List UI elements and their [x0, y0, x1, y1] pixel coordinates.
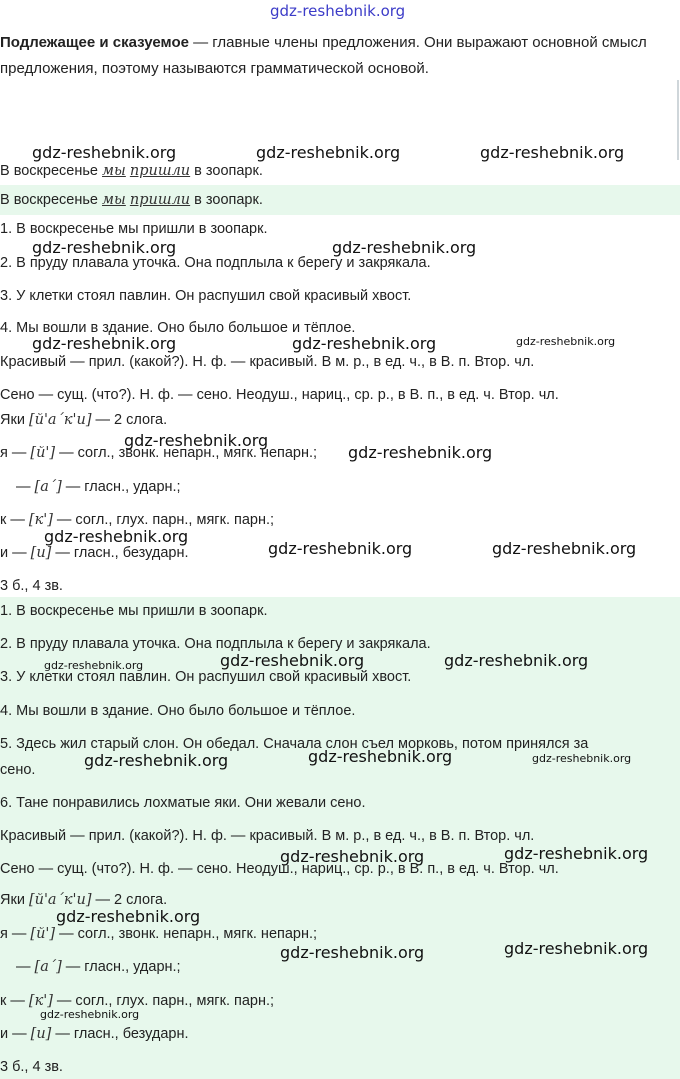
watermark: gdz-reshebnik.org — [256, 143, 401, 162]
watermark: gdz-reshebnik.org — [268, 539, 413, 558]
watermark: gdz-reshebnik.org — [308, 747, 453, 766]
phonetic-sound: [и] — [30, 1026, 52, 1042]
intro-bold-term: Подлежащее и сказуемое — [0, 34, 189, 51]
watermark: gdz-reshebnik.org — [292, 334, 437, 353]
watermark: gdz-reshebnik.org — [516, 335, 616, 348]
phonetic-sound: [к'] — [28, 993, 53, 1009]
phonetic-letter: к — — [0, 993, 25, 1009]
answer-sentence-2: 2. В пруду плавала уточка. Она подплыла к берегу и закрякала. — [0, 636, 431, 652]
phonetic-syllables: — 2 слога. — [95, 892, 168, 908]
example-subject: мы — [102, 192, 126, 208]
watermark: gdz-reshebnik.org — [480, 143, 625, 162]
watermark: gdz-reshebnik.org — [532, 752, 632, 765]
answer-sentence-3: 3. У клетки стоял павлин. Он распушил свой красивый хвост. — [0, 669, 412, 685]
answer-phonetic-row — [0, 926, 317, 942]
phonetic-transcription: [й'а´к'и] — [28, 892, 92, 908]
answer-sentence-6: 6. Тане понравились лохматые яки. Они жевали сено. — [0, 795, 366, 811]
phonetic-letter: — — [16, 479, 31, 495]
example-subject: мы — [102, 163, 126, 179]
phonetic-row — [0, 445, 317, 461]
phonetic-sound: [й'] — [30, 926, 56, 942]
watermark: gdz-reshebnik.org — [220, 651, 365, 670]
watermark: gdz-reshebnik.org — [332, 238, 477, 257]
watermark: gdz-reshebnik.org — [56, 907, 201, 926]
phonetic-letter: и — — [0, 545, 27, 561]
site-watermark-header[interactable]: gdz-reshebnik.org — [270, 2, 406, 20]
phonetic-row — [0, 512, 274, 528]
answer-sentence-1: 1. В воскресенье мы пришли в зоопарк. — [0, 603, 268, 619]
watermark: gdz-reshebnik.org — [32, 143, 177, 162]
answer-phonetic-row — [16, 959, 181, 975]
watermark: gdz-reshebnik.org — [444, 651, 589, 670]
phonetic-letter: к — — [0, 512, 25, 528]
phonetic-letter: я — — [0, 445, 27, 461]
phonetic-row — [0, 545, 189, 561]
phonetic-row — [16, 479, 181, 495]
watermark: gdz-reshebnik.org — [44, 659, 144, 672]
sentence-3: 3. У клетки стоял павлин. Он распушил свой красивый хвост. — [0, 288, 412, 304]
example-sentence — [0, 163, 263, 179]
answer-phonetic-row — [0, 1026, 189, 1042]
example-sentence-answer — [0, 192, 263, 208]
answer-phonetic-row — [0, 993, 274, 1009]
watermark: gdz-reshebnik.org — [492, 539, 637, 558]
watermark: gdz-reshebnik.org — [504, 939, 649, 958]
phonetic-desc: — гласн., безударн. — [55, 545, 189, 561]
phonetic-desc: — гласн., безударн. — [55, 1026, 189, 1042]
intro-text: — главные члены предложения. Они выражают основной смысл предложения, поэтому называются грамматической основой. — [0, 34, 647, 77]
example-text: В воскресенье — [0, 192, 102, 208]
phonetic-sound: [а´] — [34, 959, 62, 975]
phonetic-desc: — согл., звонк. непарн., мягк. непарн.; — [59, 926, 318, 942]
analysis-krasivyi: Красивый — прил. (какой?). Н. ф. — красивый. В м. р., в ед. ч., в В. п. Втор. чл. — [0, 354, 535, 370]
intro-paragraph — [0, 30, 672, 82]
answer-analysis-krasivyi: Красивый — прил. (какой?). Н. ф. — красивый. В м. р., в ед. ч., в В. п. Втор. чл. — [0, 828, 535, 844]
analysis-seno: Сено — сущ. (что?). Н. ф. — сено. Неодуш., нариц., ср. р., в В. п., в ед. ч. Втор. чл. — [0, 387, 559, 403]
watermark: gdz-reshebnik.org — [280, 943, 425, 962]
scrollbar[interactable] — [677, 80, 679, 160]
example-text: в зоопарк. — [190, 163, 263, 179]
watermark: gdz-reshebnik.org — [504, 844, 649, 863]
sentence-1: 1. В воскресенье мы пришли в зоопарк. — [0, 221, 268, 237]
phonetic-desc: — согл., глух. парн., мягк. парн.; — [56, 993, 275, 1009]
phonetic-sound: [и] — [30, 545, 52, 561]
phonetic-heading — [0, 412, 167, 428]
phonetic-desc: — согл., звонк. непарн., мягк. непарн.; — [59, 445, 318, 461]
answer-sentence-5-cont: сено. — [0, 762, 36, 778]
watermark: gdz-reshebnik.org — [84, 751, 229, 770]
phonetic-word: Яки — [0, 412, 25, 428]
phonetic-letter: и — — [0, 1026, 27, 1042]
example-text: в зоопарк. — [190, 192, 263, 208]
sentence-2: 2. В пруду плавала уточка. Она подплыла к берегу и закрякала. — [0, 255, 431, 271]
example-text: В воскресенье — [0, 163, 102, 179]
watermark: gdz-reshebnik.org — [44, 527, 189, 546]
phonetic-total: 3 б., 4 зв. — [0, 578, 63, 594]
phonetic-desc: — гласн., ударн.; — [65, 959, 181, 975]
answer-sentence-4: 4. Мы вошли в здание. Оно было большое и тёплое. — [0, 703, 356, 719]
phonetic-word: Яки — [0, 892, 25, 908]
sentence-4: 4. Мы вошли в здание. Оно было большое и тёплое. — [0, 320, 356, 336]
answer-phonetic-heading — [0, 892, 167, 908]
example-predicate: пришли — [129, 163, 191, 179]
watermark: gdz-reshebnik.org — [32, 238, 177, 257]
watermark: gdz-reshebnik.org — [280, 847, 425, 866]
phonetic-desc: — гласн., ударн.; — [65, 479, 181, 495]
phonetic-syllables: — 2 слога. — [95, 412, 168, 428]
phonetic-sound: [й'] — [30, 445, 56, 461]
example-predicate: пришли — [129, 192, 191, 208]
phonetic-letter: я — — [0, 926, 27, 942]
phonetic-transcription: [й'а´к'и] — [28, 412, 92, 428]
phonetic-desc: — согл., глух. парн., мягк. парн.; — [56, 512, 275, 528]
watermark: gdz-reshebnik.org — [40, 1008, 140, 1021]
phonetic-letter: — — [16, 959, 31, 975]
answer-sentence-5: 5. Здесь жил старый слон. Он обедал. Сначала слон съел морковь, потом принялся за — [0, 736, 589, 752]
phonetic-sound: [к'] — [28, 512, 53, 528]
phonetic-sound: [а´] — [34, 479, 62, 495]
watermark: gdz-reshebnik.org — [124, 431, 269, 450]
watermark: gdz-reshebnik.org — [348, 443, 493, 462]
answer-analysis-seno: Сено — сущ. (что?). Н. ф. — сено. Неодуш., нариц., ср. р., в В. п., в ед. ч. Втор. чл. — [0, 861, 559, 877]
answer-phonetic-total: 3 б., 4 зв. — [0, 1059, 63, 1075]
watermark: gdz-reshebnik.org — [32, 334, 177, 353]
